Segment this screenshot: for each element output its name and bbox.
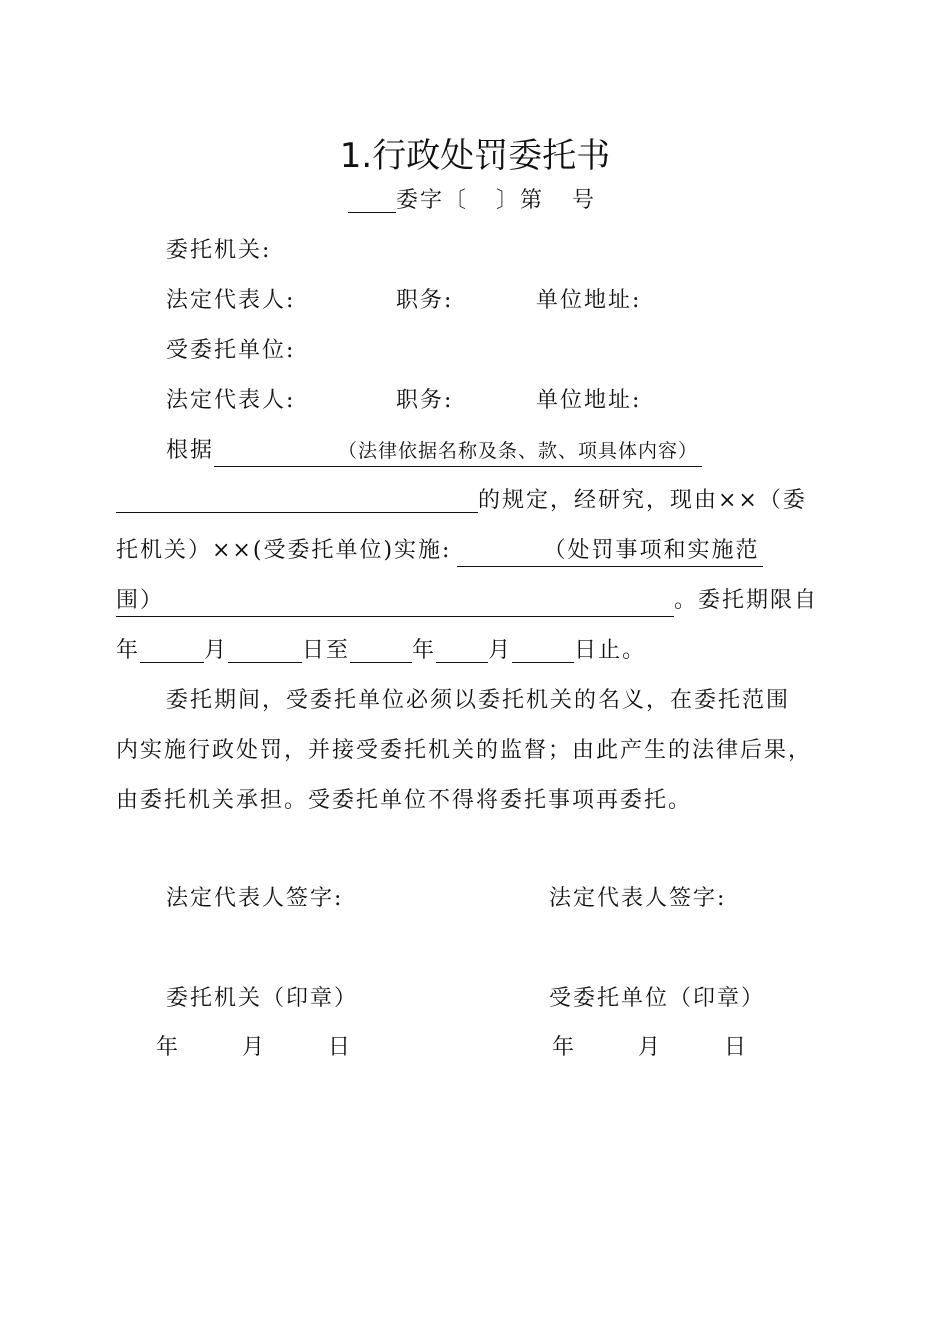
principal-label: 委托机关: xyxy=(166,238,272,263)
term-line: 年 月 日至 年 月 日止。 xyxy=(116,638,647,663)
paragraph-line-3: 由委托机关承担。受委托单位不得将委托事项再委托。 xyxy=(116,788,693,813)
paragraph-line-1: 委托期间，受委托单位必须以委托机关的名义，在委托范围 xyxy=(166,688,791,713)
left-date: 年 月 日 xyxy=(156,1035,353,1060)
document-title: 1.行政处罚委托书 xyxy=(339,136,611,176)
basis-line-2: 的规定，经研究，现由××（委 xyxy=(116,486,807,516)
agent-label: 受委托单位: xyxy=(166,338,296,363)
document-number: 委字〔 〕第 号 xyxy=(348,186,596,216)
dept-abbr-blank[interactable] xyxy=(348,188,396,213)
basis-line-1: 根据 （法律依据名称及条、款、项具体内容） xyxy=(166,436,702,467)
end-month-blank[interactable] xyxy=(436,638,488,663)
start-day-blank[interactable] xyxy=(228,638,302,663)
legal-basis-field[interactable]: （法律依据名称及条、款、项具体内容） xyxy=(214,436,702,467)
left-signature-label: 法定代表人签字: xyxy=(166,886,344,911)
right-seal-label: 受委托单位（印章） xyxy=(549,986,766,1011)
right-date: 年 月 日 xyxy=(552,1035,749,1060)
matter-field-cont[interactable]: 围） xyxy=(116,586,674,617)
position-label: 职务: xyxy=(396,288,454,313)
right-signature-label: 法定代表人签字: xyxy=(549,886,727,911)
agent-position-label: 职务: xyxy=(396,388,454,413)
paragraph-line-2: 内实施行政处罚，并接受委托机关的监督；由此产生的法律后果， xyxy=(116,738,813,763)
agent-legal-rep-label: 法定代表人: xyxy=(166,388,296,413)
matter-field[interactable]: （处罚事项和实施范 xyxy=(457,536,763,567)
legal-basis-field-cont[interactable] xyxy=(116,488,478,513)
basis-line-3: 托机关）××(受委托单位)实施: （处罚事项和实施范 xyxy=(116,536,763,567)
legal-rep-label: 法定代表人: xyxy=(166,288,296,313)
address-label: 单位地址: xyxy=(536,288,642,313)
left-seal-label: 委托机关（印章） xyxy=(166,986,359,1011)
start-month-blank[interactable] xyxy=(140,638,204,663)
end-day-blank[interactable] xyxy=(512,638,574,663)
basis-line-4: 围） 。委托期限自 xyxy=(116,586,818,617)
end-year-blank[interactable] xyxy=(350,638,412,663)
agent-address-label: 单位地址: xyxy=(536,388,642,413)
